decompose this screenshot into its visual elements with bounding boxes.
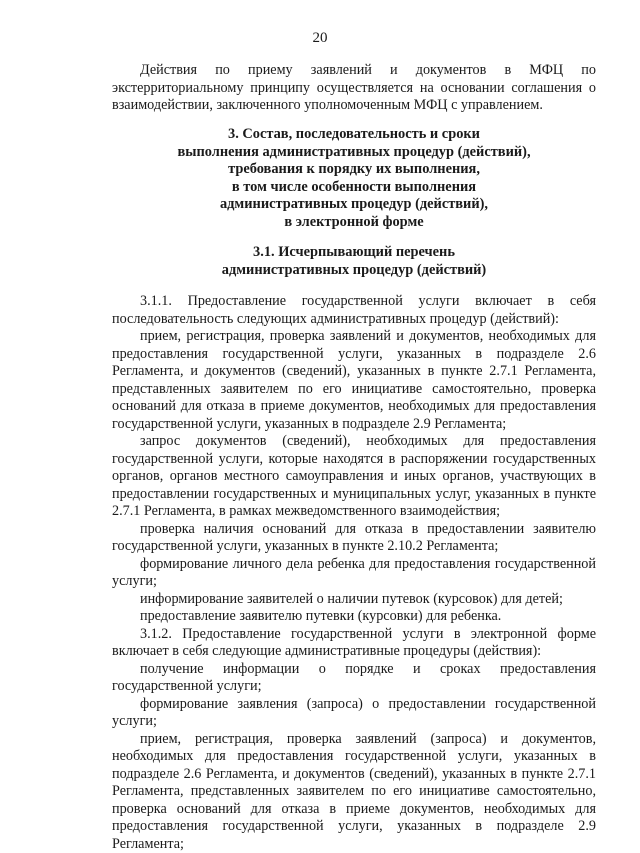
subsection-heading-line: 3.1. Исчерпывающий перечень <box>112 244 596 262</box>
paragraph: проверка наличия оснований для отказа в предоставлении заявителю государственной услуги, указанных в пункте 2.10.2 Регламента; <box>112 521 596 556</box>
page-number: 20 <box>0 30 640 47</box>
paragraph: 3.1.1. Предоставление государственной услуги включает в себя последовательность следующих административных процедур (действий): <box>112 293 596 328</box>
section-heading-line: в электронной форме <box>112 214 596 232</box>
main-text <box>112 293 596 853</box>
section-heading-line: выполнения административных процедур (действий), <box>112 144 596 162</box>
paragraph: формирование личного дела ребенка для предоставления государственной услуги; <box>112 556 596 591</box>
section-heading-line: 3. Состав, последовательность и сроки <box>112 126 596 144</box>
intro-paragraph: Действия по приему заявлений и документов в МФЦ по экстерриториальному принципу осуществляется на основании соглашения о взаимодействии, заключенного уполномоченным МФЦ с управлением. <box>112 62 596 115</box>
subsection-heading <box>112 244 596 279</box>
paragraph: запрос документов (сведений), необходимых для предоставления государственной услуги, которые находятся в распоряжении государственных органов, органов местного самоуправления и иных органов, участвующих в предоставлении государственных и муниципальных услуг, указанных в пункте 2.7.1 Регламента, в рамках межведомственного взаимодействия; <box>112 433 596 521</box>
paragraph: прием, регистрация, проверка заявлений и документов, необходимых для предоставления государственной услуги, указанных в подразделе 2.6 Регламента, и документов (сведений), указанных в пункте 2.7.1 Регламента, представленных заявителем по его инициативе самостоятельно, проверка оснований для отказа в приеме документов, необходимых для предоставления государственной услуги, указанных в подразделе 2.9 Регламента; <box>112 328 596 433</box>
intro-block <box>112 62 596 115</box>
section-heading <box>112 126 596 231</box>
section-heading-line: требования к порядку их выполнения, <box>112 161 596 179</box>
paragraph: прием, регистрация, проверка заявлений (запроса) и документов, необходимых для предоставления государственной услуги, указанных в подразделе 2.6 Регламента, и документов (сведений), указанных в пункте 2.7.1 Регламента, представленных заявителем по его инициативе самостоятельно, проверка оснований для отказа в приеме документов, необходимых для предоставления государственной услуги, указанных в подразделе 2.9 Регламента; <box>112 731 596 853</box>
subsection-heading-line: административных процедур (действий) <box>112 262 596 280</box>
paragraph: информирование заявителей о наличии путевок (курсовок) для детей; <box>112 591 596 609</box>
paragraph: формирование заявления (запроса) о предоставлении государственной услуги; <box>112 696 596 731</box>
paragraph: получение информации о порядке и сроках предоставления государственной услуги; <box>112 661 596 696</box>
paragraph: предоставление заявителю путевки (курсовки) для ребенка. <box>112 608 596 626</box>
section-heading-line: административных процедур (действий), <box>112 196 596 214</box>
section-heading-line: в том числе особенности выполнения <box>112 179 596 197</box>
paragraph: 3.1.2. Предоставление государственной услуги в электронной форме включает в себя следующие административные процедуры (действия): <box>112 626 596 661</box>
